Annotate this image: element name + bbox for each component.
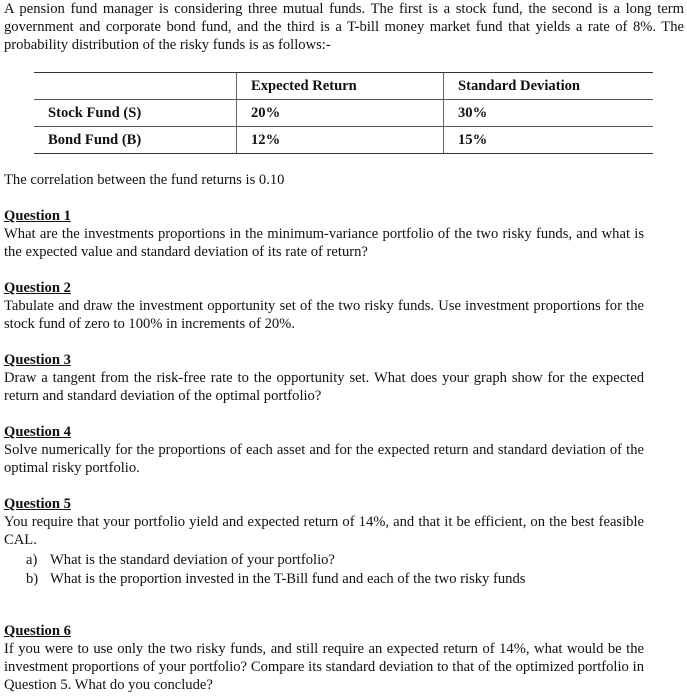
sub-question-b [26,570,525,588]
sub-question-a [26,551,335,569]
header-cell-empty [34,73,237,100]
std-dev-value: 15% [444,127,654,154]
correlation-text: The correlation between the fund returns is 0.10 [4,172,285,188]
question-body: Tabulate and draw the investment opportunity set of the two risky funds. Use investment proportions for the stock fund of zero to 100% in increments of 20%. [4,298,644,332]
table-header-row [34,73,653,100]
question-title: Question 2 [4,280,71,296]
question-title: Question 5 [4,496,71,512]
header-standard-deviation: Standard Deviation [444,73,654,100]
question-body: Solve numerically for the proportions of each asset and for the expected return and standard deviation of the optimal risky portfolio. [4,442,644,476]
question-title: Question 6 [4,623,71,639]
sub-question-label: a) [26,552,38,568]
sub-question-text: What is the standard deviation of your portfolio? [50,552,335,568]
question-1 [4,207,644,261]
question-title: Question 4 [4,424,71,440]
question-body: You require that your portfolio yield and expected return of 14%, and that it be efficient, on the best feasible CAL. [4,514,644,548]
table-row [34,100,653,127]
fund-table [34,72,653,154]
sub-question-text: What is the proportion invested in the T-Bill fund and each of the two risky funds [50,571,526,587]
question-4 [4,423,644,477]
table-row [34,127,653,154]
question-body: Draw a tangent from the risk-free rate to the opportunity set. What does your graph show for the expected return and standard deviation of the optimal portfolio? [4,370,644,404]
header-expected-return: Expected Return [237,73,444,100]
fund-name: Bond Fund (B) [34,127,237,154]
question-5 [4,495,644,549]
question-3 [4,351,644,405]
question-title: Question 1 [4,208,71,224]
question-6 [4,622,644,694]
expected-return-value: 20% [237,100,444,127]
question-2 [4,279,644,333]
question-title: Question 3 [4,352,71,368]
question-body: What are the investments proportions in the minimum-variance portfolio of the two risky funds, and what is the expected value and standard deviation of its rate of return? [4,226,644,260]
expected-return-value: 12% [237,127,444,154]
sub-question-label: b) [26,571,39,587]
intro-paragraph: A pension fund manager is considering three mutual funds. The first is a stock fund, the second is a long term government and corporate bond fund, and the third is a T-bill money market fund that yields a rate of 8%. The probability distribution of the risky funds is as follows:- [4,1,684,53]
std-dev-value: 30% [444,100,654,127]
fund-name: Stock Fund (S) [34,100,237,127]
question-body: If you were to use only the two risky funds, and still require an expected return of 14%, what would be the investment proportions of your portfolio? Compare its standard deviation to that of the optimized portfolio in Question 5. What do you conclude? [4,641,644,693]
